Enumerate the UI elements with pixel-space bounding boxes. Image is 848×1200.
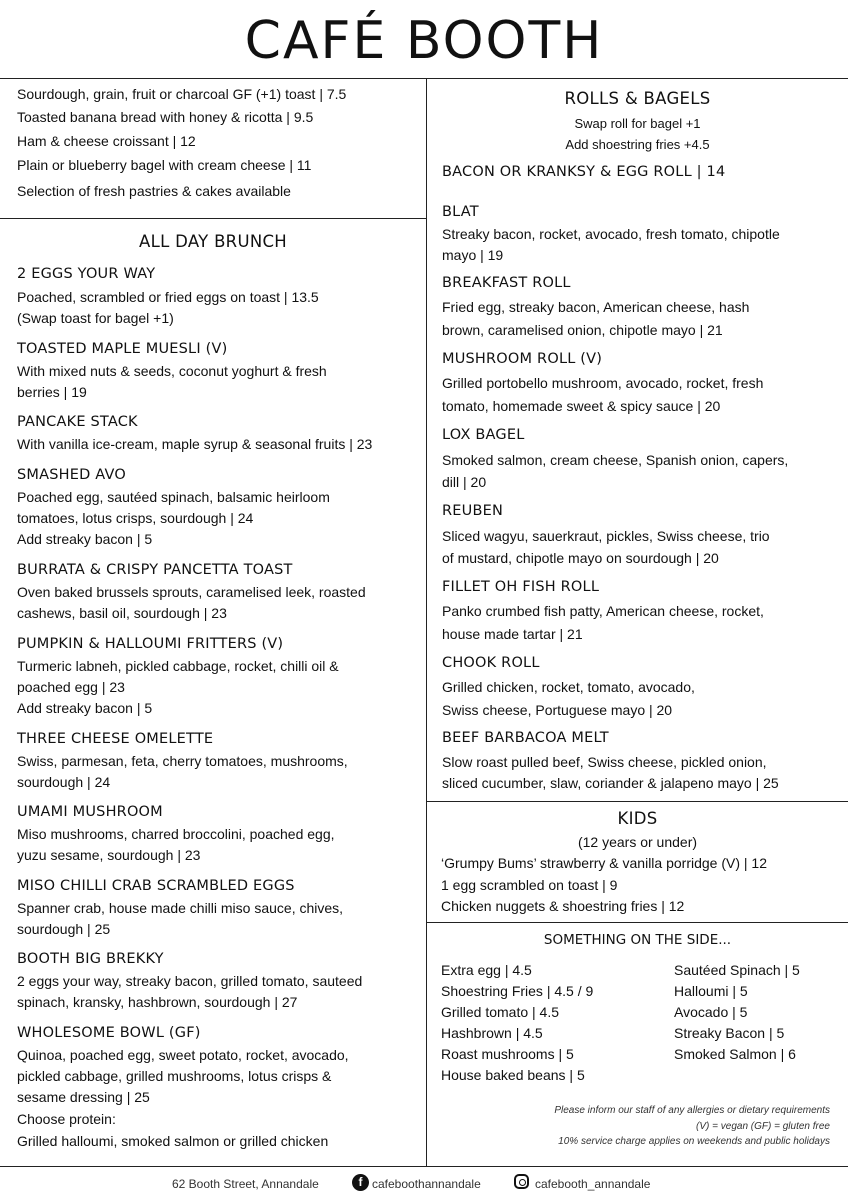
menu-item-desc: Grilled portobello mushroom, avocado, rocket, fresh: [442, 375, 764, 391]
side-item: Halloumi | 5: [674, 983, 748, 999]
menu-item-desc: sliced cucumber, slaw, coriander & jalapeno mayo | 25: [442, 775, 779, 791]
basics-item: Plain or blueberry bagel with cream cheese | 11: [17, 157, 312, 173]
facebook-handle[interactable]: cafeboothannandale: [372, 1177, 481, 1191]
menu-item-desc: spinach, kransky, hashbrown, sourdough | 27: [17, 994, 298, 1010]
dietary-key: (V) = vegan (GF) = gluten free: [696, 1121, 830, 1132]
side-item: House baked beans | 5: [441, 1067, 585, 1083]
rolls-heading: ROLLS & BAGELS: [564, 89, 711, 108]
basics-divider: [0, 218, 426, 219]
menu-item-desc: Poached, scrambled or fried eggs on toast | 13.5: [17, 289, 319, 305]
menu-item-desc: pickled cabbage, grilled mushrooms, lotus crisps &: [17, 1068, 332, 1084]
menu-item-desc: of mustard, chipotle mayo on sourdough | 20: [442, 550, 719, 566]
menu-item-desc: Choose protein:: [17, 1111, 116, 1127]
menu-item-desc: Panko crumbed fish patty, American cheese, rocket,: [442, 603, 764, 619]
menu-item-desc: sesame dressing | 25: [17, 1089, 150, 1105]
menu-item-desc: house made tartar | 21: [442, 626, 583, 642]
basics-item: Toasted banana bread with honey & ricotta | 9.5: [17, 109, 314, 125]
basics-item: Ham & cheese croissant | 12: [17, 133, 196, 149]
rolls-subtext: Add shoestring fries +4.5: [565, 137, 710, 152]
kids-heading: KIDS: [617, 809, 658, 828]
menu-item-desc: With mixed nuts & seeds, coconut yoghurt & fresh: [17, 363, 327, 379]
side-item: Extra egg | 4.5: [441, 962, 532, 978]
menu-item-desc: poached egg | 23: [17, 679, 125, 695]
side-item: Streaky Bacon | 5: [674, 1025, 785, 1041]
side-item: Roast mushrooms | 5: [441, 1046, 574, 1062]
menu-item-desc: Fried egg, streaky bacon, American cheese, hash: [442, 299, 750, 315]
kids-subtext: (12 years or under): [577, 834, 698, 850]
menu-item-desc: Add streaky bacon | 5: [17, 531, 153, 547]
menu-item-name: MISO CHILLI CRAB SCRAMBLED EGGS: [17, 878, 295, 894]
menu-item-desc: Slow roast pulled beef, Swiss cheese, pickled onion,: [442, 754, 767, 770]
sides-heading: SOMETHING ON THE SIDE...: [543, 932, 732, 948]
menu-item-desc: dill | 20: [442, 474, 487, 490]
menu-item-desc: cashews, basil oil, sourdough | 23: [17, 605, 227, 621]
footer-divider: [0, 1166, 848, 1167]
menu-item-desc: Oven baked brussels sprouts, caramelised leek, roasted: [17, 584, 366, 600]
menu-item-name: BEEF BARBACOA MELT: [442, 730, 609, 746]
menu-item-name: FILLET OH FISH ROLL: [442, 579, 600, 595]
basics-item: Selection of fresh pastries & cakes available: [17, 183, 291, 199]
menu-item-desc: mayo | 19: [442, 247, 504, 263]
menu-item-desc: yuzu sesame, sourdough | 23: [17, 847, 201, 863]
menu-item-name: THREE CHEESE OMELETTE: [17, 731, 214, 747]
menu-item-name: REUBEN: [442, 503, 504, 519]
allergy-note: Please inform our staff of any allergies or dietary requirements: [554, 1105, 830, 1116]
side-item: Grilled tomato | 4.5: [441, 1004, 560, 1020]
kids-item: ‘Grumpy Bums’ strawberry & vanilla porridge (V) | 12: [441, 855, 767, 871]
menu-item-desc: Poached egg, sautéed spinach, balsamic heirloom: [17, 489, 330, 505]
menu-item-desc: With vanilla ice-cream, maple syrup & seasonal fruits | 23: [17, 436, 373, 452]
service-charge-note: 10% service charge applies on weekends and public holidays: [558, 1136, 830, 1147]
menu-item-name: PANCAKE STACK: [17, 414, 138, 430]
menu-item-desc: Grilled halloumi, smoked salmon or grilled chicken: [17, 1133, 329, 1149]
menu-item-desc: (Swap toast for bagel +1): [17, 310, 174, 326]
side-item: Smoked Salmon | 6: [674, 1046, 796, 1062]
side-item: Shoestring Fries | 4.5 / 9: [441, 983, 594, 999]
menu-item-desc: Smoked salmon, cream cheese, Spanish onion, capers,: [442, 452, 789, 468]
address: 62 Booth Street, Annandale: [172, 1177, 319, 1191]
column-divider: [426, 78, 427, 1166]
menu-item-name: 2 EGGS YOUR WAY: [17, 266, 156, 282]
kids-divider: [426, 922, 848, 923]
menu-item-desc: tomato, homemade sweet & spicy sauce | 20: [442, 398, 721, 414]
facebook-icon[interactable]: f: [352, 1174, 369, 1191]
menu-item-name: BLAT: [442, 204, 479, 220]
menu-item-desc: Grilled chicken, rocket, tomato, avocado,: [442, 679, 695, 695]
menu-item-desc: 2 eggs your way, streaky bacon, grilled tomato, sauteed: [17, 973, 363, 989]
menu-item-desc: tomatoes, lotus crisps, sourdough | 24: [17, 510, 254, 526]
menu-item-desc: berries | 19: [17, 384, 87, 400]
instagram-handle[interactable]: cafebooth_annandale: [535, 1177, 651, 1191]
menu-item-desc: Streaky bacon, rocket, avocado, fresh tomato, chipotle: [442, 226, 780, 242]
cafe-title: CAFÉ BOOTH: [244, 11, 604, 71]
menu-item-desc: Swiss cheese, Portuguese mayo | 20: [442, 702, 673, 718]
rolls-subtext: Swap roll for bagel +1: [574, 116, 701, 131]
menu-item-name: BREAKFAST ROLL: [442, 275, 571, 291]
menu-item-name: CHOOK ROLL: [442, 655, 540, 671]
menu-item-name: UMAMI MUSHROOM: [17, 804, 163, 820]
kids-item: Chicken nuggets & shoestring fries | 12: [441, 898, 685, 914]
menu-item-desc: brown, caramelised onion, chipotle mayo | 21: [442, 322, 723, 338]
instagram-icon[interactable]: [514, 1174, 529, 1189]
kids-item: 1 egg scrambled on toast | 9: [441, 877, 618, 893]
menu-item-name: LOX BAGEL: [442, 427, 525, 443]
top-divider: [0, 78, 848, 79]
menu-item-desc: Swiss, parmesan, feta, cherry tomatoes, mushrooms,: [17, 753, 348, 769]
menu-item-desc: Quinoa, poached egg, sweet potato, rocket, avocado,: [17, 1047, 349, 1063]
menu-item-desc: Miso mushrooms, charred broccolini, poached egg,: [17, 826, 335, 842]
menu-item-desc: sourdough | 24: [17, 774, 111, 790]
menu-item-name: MUSHROOM ROLL (V): [442, 351, 603, 367]
menu-item-name: TOASTED MAPLE MUESLI (V): [17, 341, 228, 357]
menu-item-desc: Spanner crab, house made chilli miso sauce, chives,: [17, 900, 344, 916]
menu-item-desc: Turmeric labneh, pickled cabbage, rocket, chilli oil &: [17, 658, 339, 674]
rolls-divider: [426, 801, 848, 802]
menu-item-desc: Sliced wagyu, sauerkraut, pickles, Swiss cheese, trio: [442, 528, 770, 544]
menu-item-desc: sourdough | 25: [17, 921, 111, 937]
side-item: Hashbrown | 4.5: [441, 1025, 543, 1041]
footer: [0, 1170, 848, 1200]
brunch-heading: ALL DAY BRUNCH: [139, 232, 287, 251]
menu-item-name: PUMPKIN & HALLOUMI FRITTERS (V): [17, 636, 284, 652]
menu-item-desc: Add streaky bacon | 5: [17, 700, 153, 716]
menu-item-name: SMASHED AVO: [17, 467, 126, 483]
menu-item-name: WHOLESOME BOWL (GF): [17, 1025, 201, 1041]
menu-item-name: BURRATA & CRISPY PANCETTA TOAST: [17, 562, 293, 578]
menu-item-name: BACON OR KRANKSY & EGG ROLL | 14: [442, 164, 726, 180]
menu-item-name: BOOTH BIG BREKKY: [17, 951, 164, 967]
basics-item: Sourdough, grain, fruit or charcoal GF (+1) toast | 7.5: [17, 86, 347, 102]
side-item: Sautéed Spinach | 5: [674, 962, 800, 978]
side-item: Avocado | 5: [674, 1004, 748, 1020]
